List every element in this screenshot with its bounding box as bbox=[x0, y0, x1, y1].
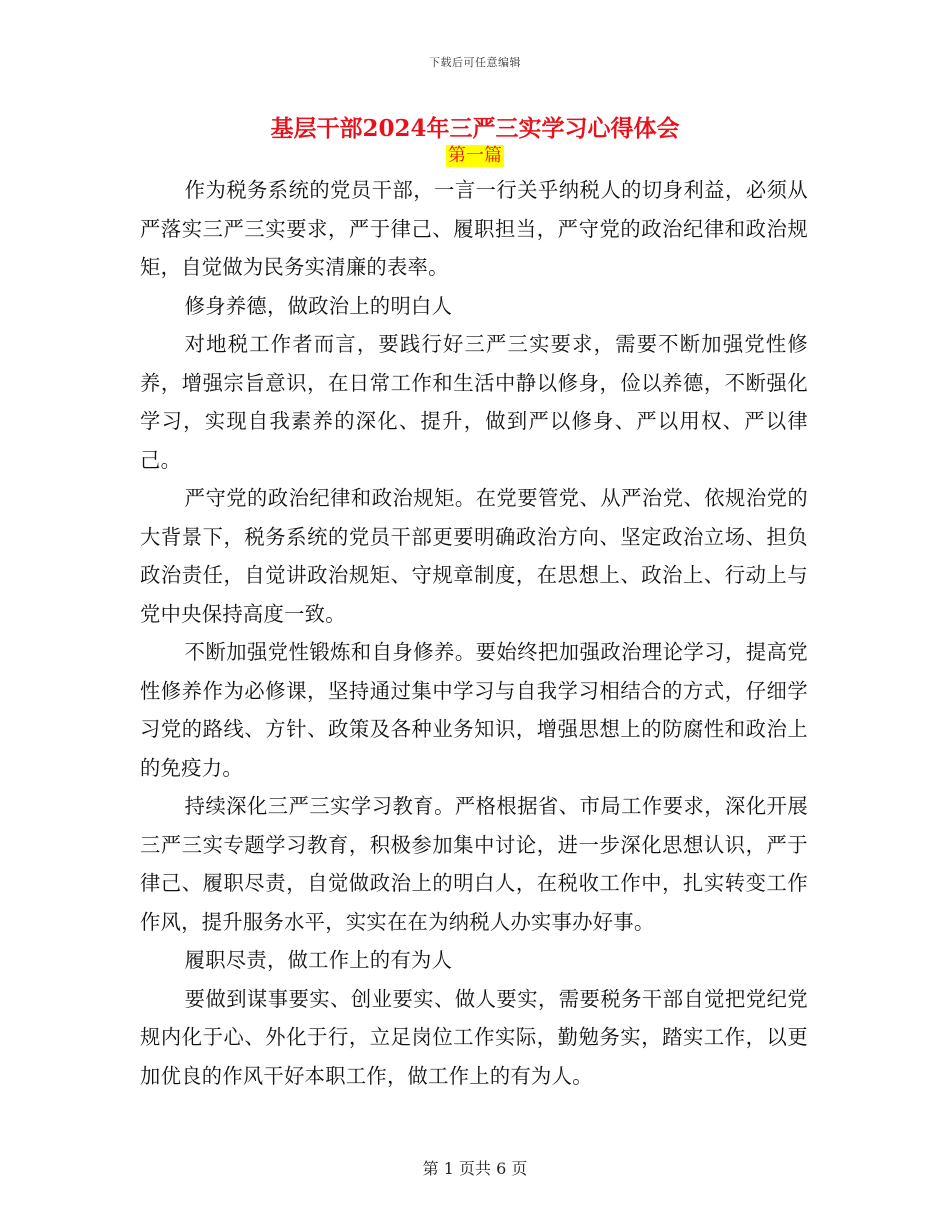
paragraph: 不断加强党性锻炼和自身修养。要始终把加强政治理论学习，提高党性修养作为必修课，坚持通过集中学习与自我学习相结合的方式，仔细学习党的路线、方针、政策及各种业务知识，增强思想上的防腐性和政治上的免疫力。 bbox=[140, 640, 808, 780]
section-heading: 修身养德，做政治上的明白人 bbox=[184, 293, 453, 318]
paragraph: 对地税工作者而言，要践行好三严三实要求，需要不断加强党性修养，增强宗旨意识，在日常工作和生活中静以修身，俭以养德，不断强化学习，实现自我素养的深化、提升，做到严以修身、严以用权、严以律己。 bbox=[140, 332, 808, 472]
paragraph: 严守党的政治纪律和政治规矩。在党要管党、从严治党、依规治党的大背景下，税务系统的党员干部更要明确政治方向、坚定政治立场、担负政治责任，自觉讲政治规矩、守规章制度，在思想上、政治上、行动上与党中央保持高度一致。 bbox=[140, 486, 808, 626]
document-subtitle: 第一篇 bbox=[448, 145, 502, 166]
document-title: 基层干部2024年三严三实学习心得体会 bbox=[270, 115, 680, 142]
paragraph: 持续深化三严三实学习教育。严格根据省、市局工作要求，深化开展三严三实专题学习教育，积极参加集中讨论，进一步深化思想认识，严于律己、履职尽责，自觉做政治上的明白人，在税收工作中，扎实转变工作作风，提升服务水平，实实在在为纳税人办实事办好事。 bbox=[140, 794, 808, 934]
document-body bbox=[140, 171, 808, 1095]
section-heading: 履职尽责，做工作上的有为人 bbox=[184, 948, 453, 972]
subtitle-container bbox=[0, 145, 950, 167]
paragraph: 要做到谋事要实、创业要实、做人要实，需要税务干部自觉把党纪党规内化于心、外化于行，立足岗位工作实际，勤勉务实，踏实工作，以更加优良的作风干好本职工作，做工作上的有为人。 bbox=[140, 986, 808, 1088]
paragraph: 作为税务系统的党员干部，一言一行关乎纳税人的切身利益，必须从严落实三严三实要求，严于律己、履职担当，严守党的政治纪律和政治规矩，自觉做为民务实清廉的表率。 bbox=[140, 178, 808, 279]
editable-note: 下载后可任意编辑 bbox=[429, 56, 521, 69]
page-number: 第 1 页共 6 页 bbox=[422, 1159, 528, 1178]
